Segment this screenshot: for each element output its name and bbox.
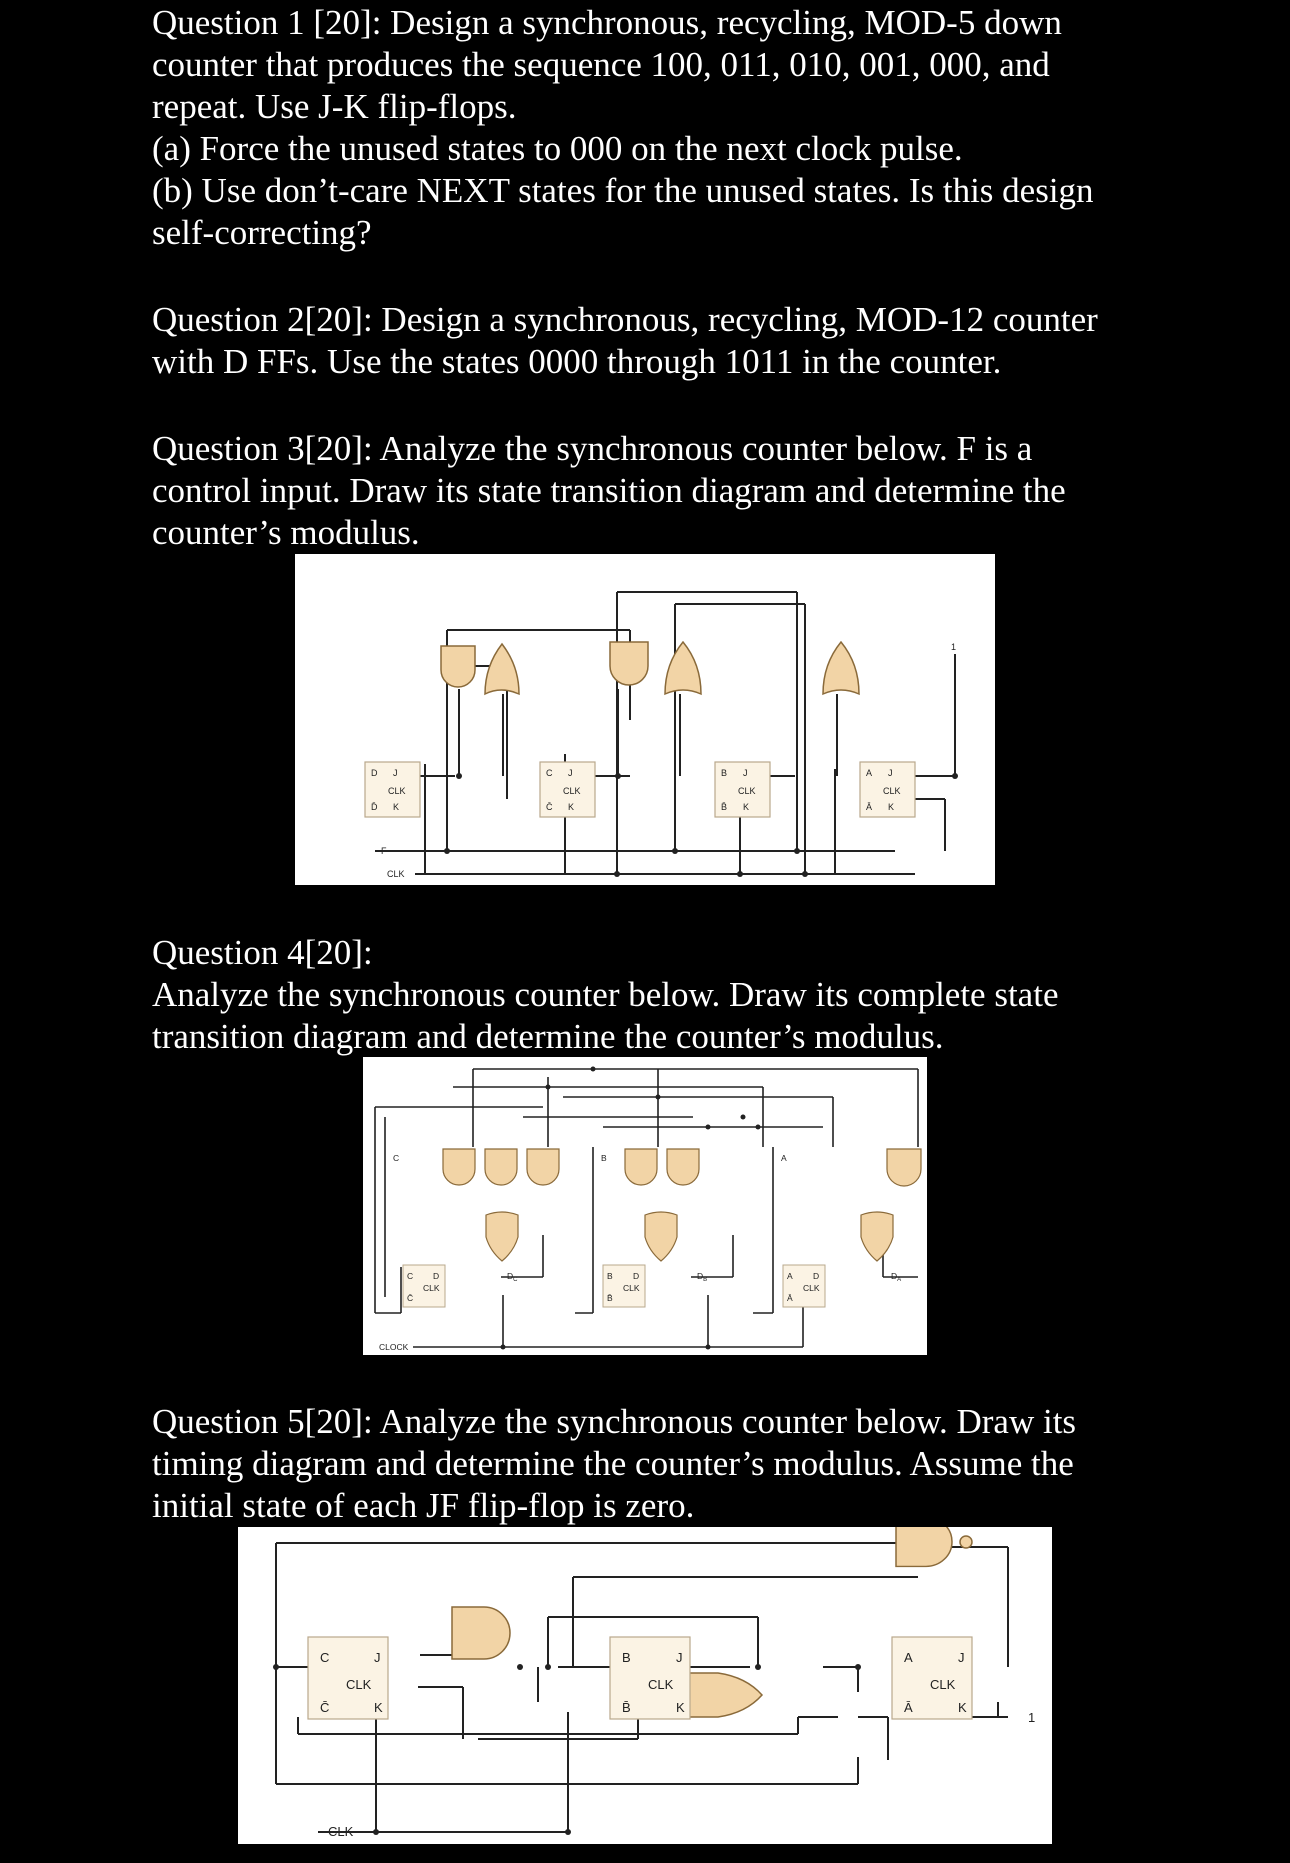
ff-d-j-label: J [393,768,398,778]
ff-c-clk-label: CLK [563,786,581,796]
ff-b-k-label: K [743,802,750,812]
ff-a-clk-label: CLK [930,1677,956,1692]
and-gate [485,1149,517,1185]
ff-a-clk-label: CLK [803,1283,820,1293]
dout-letter: D [507,1271,514,1281]
xor-gate [823,642,859,694]
ff-b-k-label: K [676,1700,685,1715]
question-2 [152,299,1152,383]
ff-a-d-label: D [813,1271,820,1281]
and-gate [443,1149,475,1185]
ff-c-q-label: C [407,1271,414,1281]
question-1-line: (b) Use don’t-care NEXT states for the unused states. Is this design [152,171,1094,210]
ff-c-dout-label [507,1271,518,1283]
ff-d-k-label: K [393,802,400,812]
ff-a-j-label: J [958,1650,965,1665]
dout-subscript: A [897,1277,902,1283]
question-2-line: Question 2[20]: Design a synchronous, recycling, MOD-12 counter [152,300,1098,339]
question-3 [152,428,1152,554]
ff-c-clk-label: CLK [346,1677,372,1692]
dout-letter: D [891,1271,898,1281]
constant-one-label: 1 [1028,1710,1036,1725]
ff-a-dout-label [891,1271,901,1283]
constant-one-label: 1 [951,642,957,652]
and-gate [625,1149,657,1185]
xor-gate [485,644,519,694]
clk-input-label: CLK [387,869,405,879]
and-gate [610,642,648,685]
question-4-line: Question 4[20]: [152,933,373,972]
or-gate [486,1212,518,1261]
and-gate [887,1149,921,1186]
clk-input-label: CLK [328,1824,354,1839]
question-1-line: counter that produces the sequence 100, 011, 010, 001, 000, and [152,45,1050,84]
question-3-line: Question 3[20]: Analyze the synchronous counter below. F is a [152,429,1033,468]
and-gate [527,1149,559,1185]
ff-c-clk-label: CLK [423,1283,440,1293]
ff-b-dout-label [697,1271,707,1283]
question-2-line: with D FFs. Use the states 0000 through 1011 in the counter. [152,342,1002,381]
f-input-label: F [381,846,387,856]
ff-d-q-label: D [371,768,378,778]
ff-a-qbar-label: Ā [904,1700,913,1715]
figure-q4-circuit [363,1057,927,1355]
and-gate [667,1149,699,1185]
ff-c-qbar-label: C̄ [546,802,553,812]
and-gate [441,646,475,687]
ff-a-j-label: J [888,768,893,778]
ff-a-qbar-label: Ā [787,1293,793,1303]
ff-a-q-label: A [787,1271,793,1281]
ff-d-clk-label: CLK [388,786,406,796]
ff-b-qbar-label: B̄ [622,1700,631,1715]
ff-b-q-label: B [622,1650,631,1665]
ff-c-k-label: K [374,1700,383,1715]
ff-b-d-label: D [633,1271,640,1281]
ff-b-q-label: B [607,1271,613,1281]
ff-a-q-label: A [866,768,873,778]
ff-c-q-label: C [546,768,553,778]
ff-a-clk-label: CLK [883,786,901,796]
figure-q3-circuit [295,554,995,885]
question-1-line: Question 1 [20]: Design a synchronous, recycling, MOD-5 down [152,3,1062,42]
question-3-line: counter’s modulus. [152,513,420,552]
question-1-line: (a) Force the unused states to 000 on the next clock pulse. [152,129,963,168]
ff-c-k-label: K [568,802,575,812]
question-4-line: Analyze the synchronous counter below. Draw its complete state [152,975,1059,1014]
ff-b-clk-label: CLK [623,1283,640,1293]
bus-a-label: A [781,1153,787,1163]
ff-a-qbar-label: Ā [866,802,873,812]
ff-b-q-label: B [721,768,728,778]
ff-c-d-label: D [433,1271,440,1281]
ff-a-k-label: K [888,802,895,812]
ff-b-qbar-label: B̄ [607,1293,613,1303]
question-4 [152,932,1152,1058]
dout-subscript: C [513,1277,518,1283]
ff-c-qbar-label: C̄ [320,1700,330,1715]
figure-q5-circuit [238,1527,1052,1844]
ff-b-j-label: J [743,768,748,778]
ff-b-qbar-label: B̄ [721,802,728,812]
dout-letter: D [697,1271,704,1281]
question-5 [152,1401,1152,1527]
bus-b-label: B [601,1153,607,1163]
ff-b-clk-label: CLK [738,786,756,796]
ff-c-q-label: C [320,1650,330,1665]
ff-c-qbar-label: C̄ [407,1293,414,1303]
ff-a-q-label: A [904,1650,913,1665]
nand-bubble [960,1536,972,1548]
and-gate [452,1607,510,1659]
clock-input-label: CLOCK [379,1342,409,1352]
ff-c-j-label: J [374,1650,381,1665]
ff-d-qbar-label: D̄ [371,802,378,812]
ff-a-k-label: K [958,1700,967,1715]
dout-subscript: B [703,1277,708,1283]
ff-c-j-label: J [568,768,573,778]
question-5-line: timing diagram and determine the counter’s modulus. Assume the [152,1444,1074,1483]
nand-gate [896,1527,952,1566]
question-3-line: control input. Draw its state transition diagram and determine the [152,471,1066,510]
question-1-line: self-correcting? [152,213,372,252]
question-4-line: transition diagram and determine the counter’s modulus. [152,1017,944,1056]
question-1-line: repeat. Use J-K flip-flops. [152,87,517,126]
xor-gate [665,642,701,694]
or-gate [861,1212,893,1261]
or-gate [645,1212,677,1261]
question-5-line: Question 5[20]: Analyze the synchronous counter below. Draw its [152,1402,1077,1441]
ff-b-j-label: J [676,1650,683,1665]
question-1 [152,2,1152,254]
ff-b-clk-label: CLK [648,1677,674,1692]
question-5-line: initial state of each JF flip-flop is zero. [152,1486,695,1525]
bus-c-label: C [393,1153,400,1163]
